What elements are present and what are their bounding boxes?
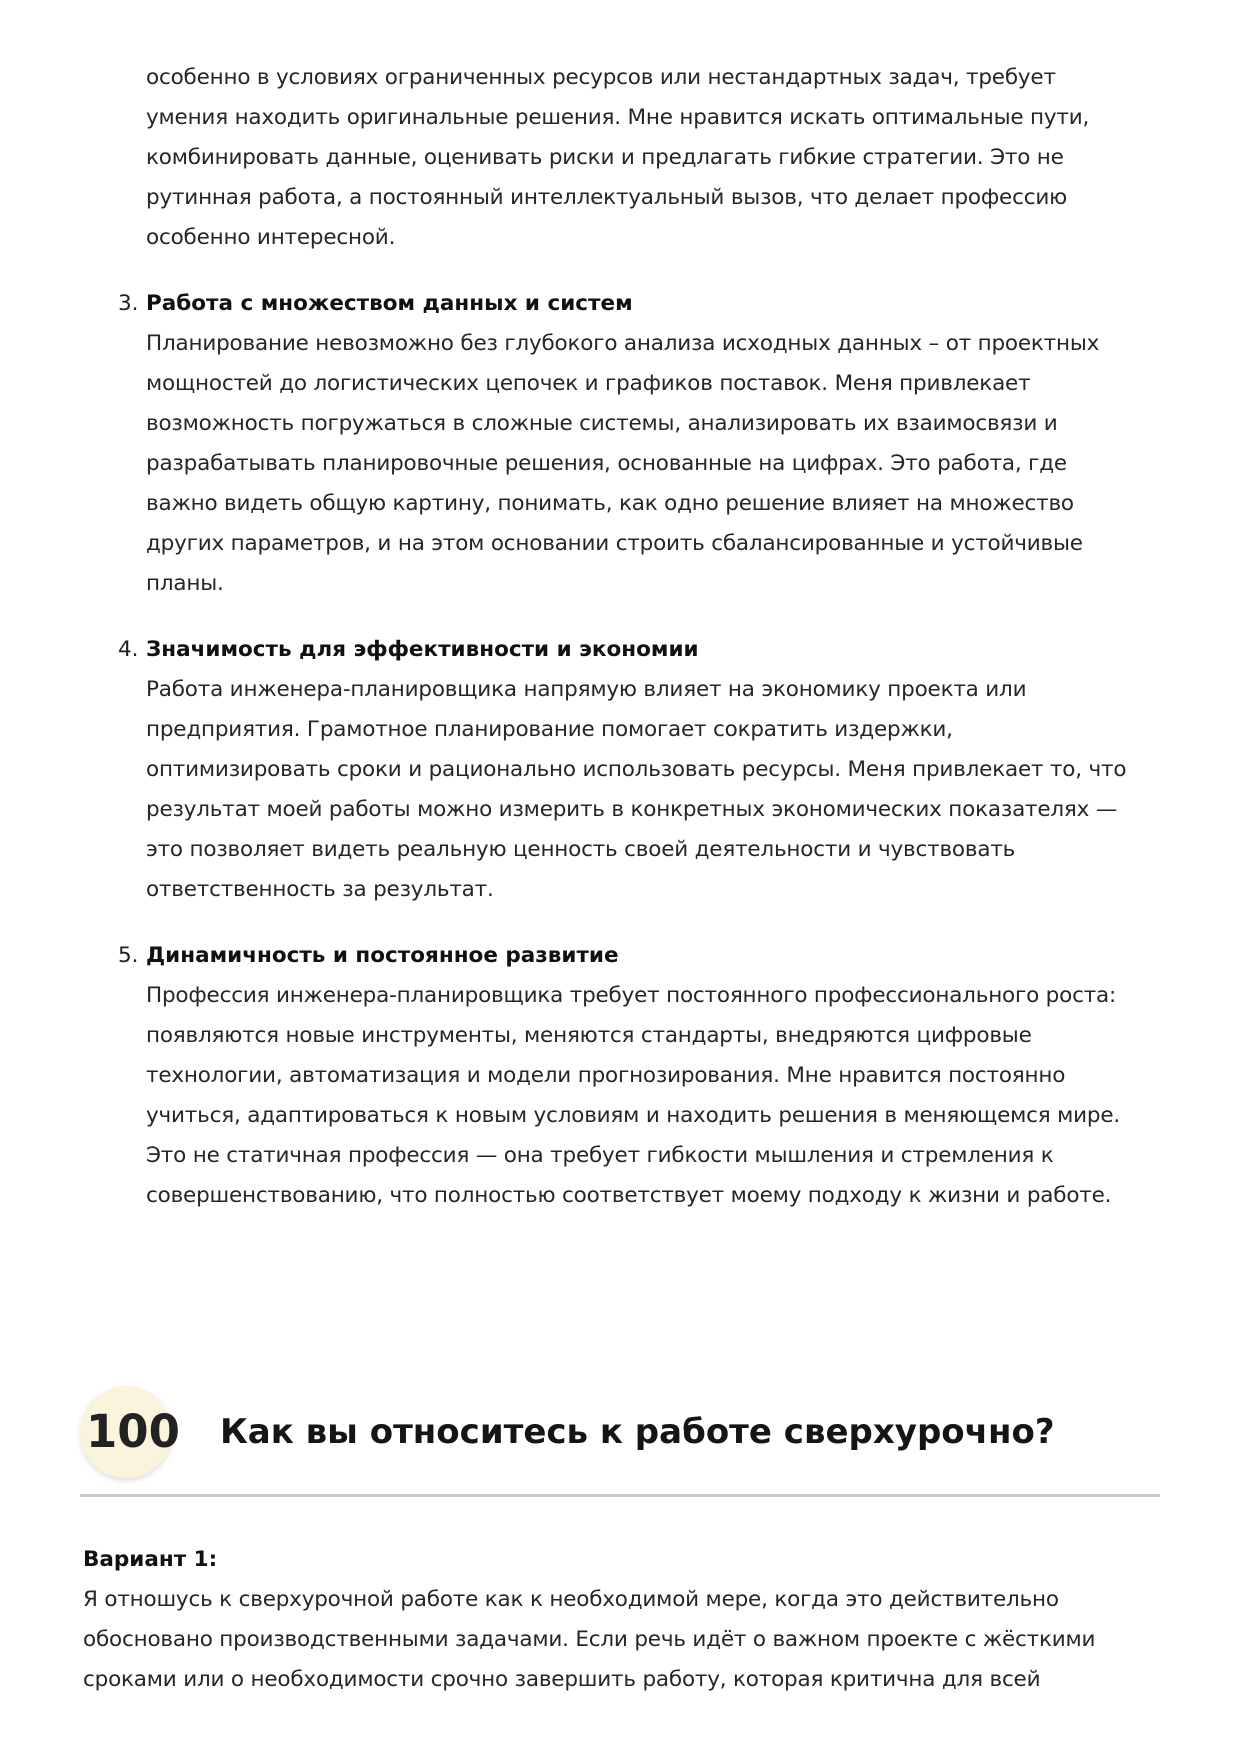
list-item-title: Динамичность и постоянное развитие bbox=[146, 943, 619, 968]
list-item-body bbox=[146, 324, 1166, 604]
text-line: мощностей до логистических цепочек и графиков поставок. Меня привлекает bbox=[146, 371, 1031, 396]
text-line: особенно в условиях ограниченных ресурсов или нестандартных задач, требует bbox=[146, 65, 1056, 90]
text-line: появляются новые инструменты, меняются стандарты, внедряются цифровые bbox=[146, 1023, 1032, 1048]
text-line: комбинировать данные, оценивать риски и предлагать гибкие стратегии. Это не bbox=[146, 145, 1064, 170]
text-line: Я отношусь к сверхурочной работе как к необходимой мере, когда это действительно bbox=[83, 1587, 1059, 1612]
list-item-number: 4. bbox=[118, 637, 139, 662]
list-item-3 bbox=[118, 284, 1166, 604]
text-line: результат моей работы можно измерить в конкретных экономических показателях — bbox=[146, 797, 1118, 822]
text-line: сроками или о необходимости срочно завершить работу, которая критична для всей bbox=[83, 1667, 1041, 1692]
text-line: технологии, автоматизация и модели прогнозирования. Мне нравится постоянно bbox=[146, 1063, 1066, 1088]
text-line: умения находить оригинальные решения. Мне нравится искать оптимальные пути, bbox=[146, 105, 1090, 130]
text-line: важно видеть общую картину, понимать, как одно решение влияет на множество bbox=[146, 491, 1074, 516]
text-line: совершенствованию, что полностью соответствует моему подходу к жизни и работе. bbox=[146, 1183, 1112, 1208]
text-line: оптимизировать сроки и рационально использовать ресурсы. Меня привлекает то, что bbox=[146, 757, 1127, 782]
text-line: Профессия инженера-планировщика требует постоянного профессионального роста: bbox=[146, 983, 1117, 1008]
text-line: особенно интересной. bbox=[146, 225, 396, 250]
list-item-continuation bbox=[146, 58, 1166, 258]
question-header bbox=[80, 1386, 1160, 1496]
list-item-body bbox=[146, 58, 1166, 258]
text-line: это позволяет видеть реальную ценность своей деятельности и чувствовать bbox=[146, 837, 1016, 862]
text-line: ответственность за результат. bbox=[146, 877, 494, 902]
list-item-4 bbox=[118, 630, 1166, 910]
variant-label: Вариант 1: bbox=[83, 1547, 218, 1572]
list-item-number: 3. bbox=[118, 291, 139, 316]
list-item-5 bbox=[118, 936, 1166, 1216]
divider bbox=[80, 1494, 1160, 1497]
text-line: разрабатывать планировочные решения, основанные на цифрах. Это работа, где bbox=[146, 451, 1067, 476]
text-line: обосновано производственными задачами. Если речь идёт о важном проекте с жёсткими bbox=[83, 1627, 1096, 1652]
answer-text bbox=[83, 1580, 1173, 1700]
question-title: Как вы относитесь к работе сверхурочно? bbox=[220, 1412, 1055, 1452]
text-line: предприятия. Грамотное планирование помогает сократить издержки, bbox=[146, 717, 953, 742]
text-line: возможность погружаться в сложные системы, анализировать их взаимосвязи и bbox=[146, 411, 1058, 436]
list-item-body bbox=[146, 976, 1166, 1216]
text-line: Это не статичная профессия — она требует гибкости мышления и стремления к bbox=[146, 1143, 1054, 1168]
text-line: Работа инженера-планировщика напрямую влияет на экономику проекта или bbox=[146, 677, 1027, 702]
text-line: других параметров, и на этом основании строить сбалансированные и устойчивые bbox=[146, 531, 1083, 556]
text-line: Планирование невозможно без глубокого анализа исходных данных – от проектных bbox=[146, 331, 1100, 356]
text-line: учиться, адаптироваться к новым условиям и находить решения в меняющемся мире. bbox=[146, 1103, 1121, 1128]
list-item-title: Работа с множеством данных и систем bbox=[146, 291, 633, 316]
text-line: рутинная работа, а постоянный интеллектуальный вызов, что делает профессию bbox=[146, 185, 1067, 210]
list-item-number: 5. bbox=[118, 943, 139, 968]
text-line: планы. bbox=[146, 571, 224, 596]
question-number: 100 bbox=[86, 1405, 180, 1458]
list-item-title: Значимость для эффективности и экономии bbox=[146, 637, 699, 662]
numbered-list bbox=[0, 58, 1239, 1216]
list-item-body bbox=[146, 670, 1166, 910]
